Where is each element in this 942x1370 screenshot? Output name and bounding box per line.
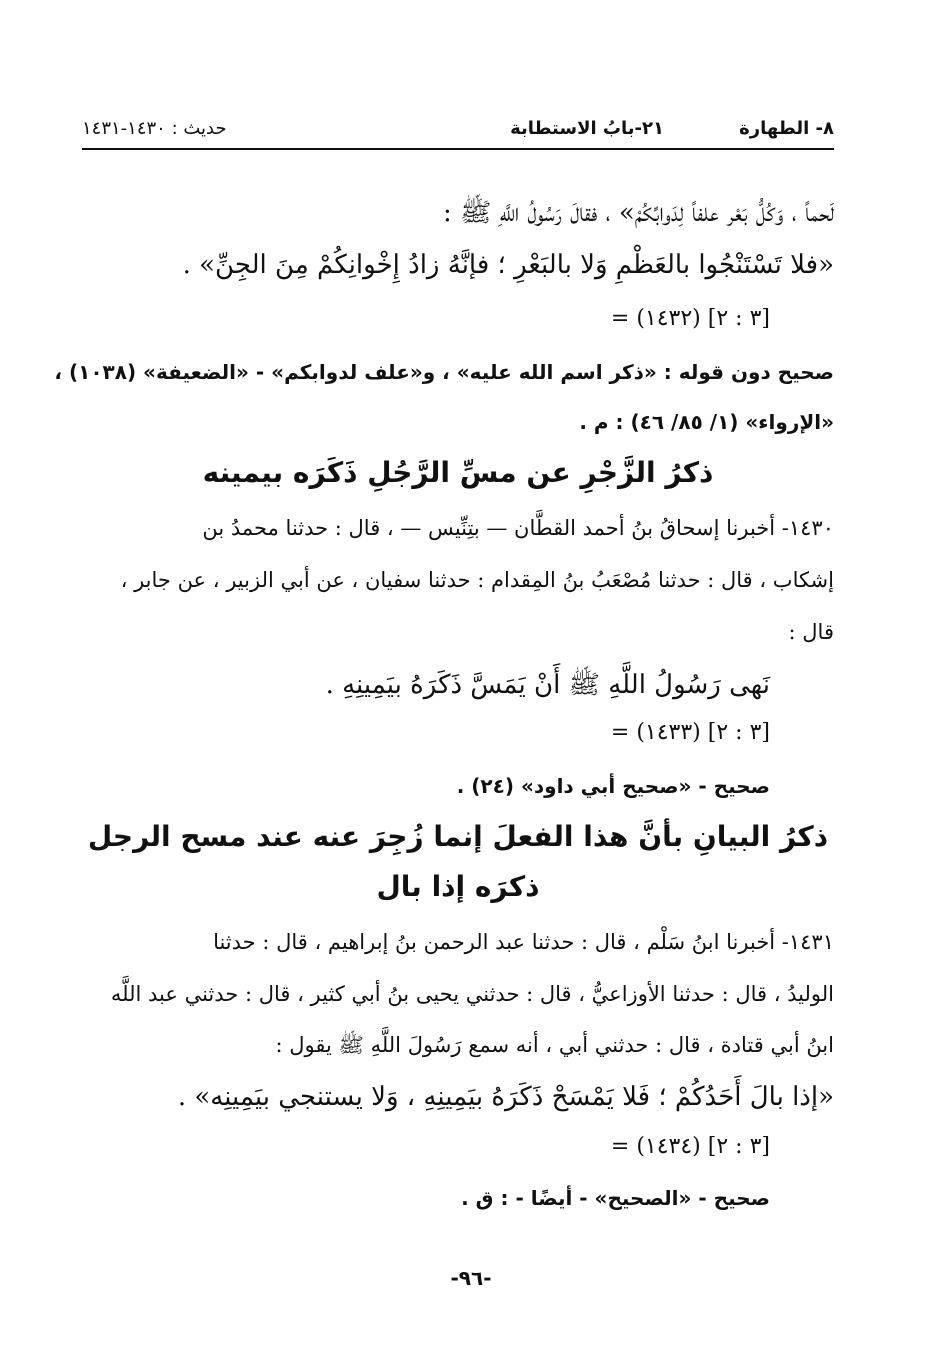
header-chapter: ٨- الطهارة [739, 118, 834, 139]
reference-line: = (١٤٣٤) [٣ : ٢] [610, 1134, 770, 1159]
header-hadith-range: حديث : ١٤٣٠-١٤٣١ [82, 118, 227, 139]
matn-line: «فلا تَسْتَنْجُوا بالعَظْمِ وَلا بالبَعْرِ ؛ فإنَّهُ زادُ إِخْوانِكُمْ مِنَ الجِنِّ» . [182, 250, 834, 280]
grading-note: صحيح - «صحيح أبي داود» (٢٤) . [456, 774, 770, 798]
isnad-line: قال : [788, 620, 834, 644]
isnad-line: ابنُ أبي قتادة ، قال : حدثني أبي ، أنه سمع رَسُولَ اللَّهِ ﷺ يقول : [275, 1033, 834, 1057]
running-header [82, 112, 834, 150]
isnad-line: ١٤٣١- أخبرنا ابنُ سَلْم ، قال : حدثنا عبد الرحمن بنُ إبراهيم ، قال : حدثنا [213, 930, 834, 954]
isnad-line: ١٤٣٠- أخبرنا إسحاقُ بنُ أحمد القطَّان — بتِنِّيس — ، قال : حدثنا محمدُ بن [202, 516, 834, 540]
reference-line: = (١٤٣٢) [٣ : ٢] [610, 306, 770, 331]
reference-line: = (١٤٣٣) [٣ : ٢] [610, 720, 770, 745]
section-title: ذكرُ البيانِ بأنَّ هذا الفعلَ إنما زُجِرَ عنه عند مسح الرجل [87, 820, 829, 853]
section-title: ذكرُ الزَّجْرِ عن مسِّ الرَّجُلِ ذَكَرَه بيمينه [202, 456, 714, 489]
isnad-line: إشكاب ، قال : حدثنا مُصْعَبُ بنُ المِقدام : حدثنا سفيان ، عن أبي الزبير ، عن جابر ، [120, 568, 834, 592]
grading-note: صحيح - «الصحيح» - أيضًا - : ق . [461, 1186, 770, 1210]
page-number: -٩٦- [450, 1266, 492, 1290]
matn-line: نَهى رَسُولُ اللَّهِ ﷺ أَنْ يَمَسَّ ذَكَرَهُ بيَمِينِهِ . [325, 670, 770, 700]
section-title: ذكرَه إذا بال [376, 870, 540, 903]
matn-line: لَحماً ، وَكُلُّ بَعْر علفاً لِدَوابِّكُمْ» ، فقالَ رَسُولُ اللَّهِ ﷺ : [442, 198, 834, 228]
grading-note: «الإرواء» (١/ ٨٥/ ٤٦) : م . [579, 410, 834, 434]
matn-line: «إذا بالَ أَحَدُكُمْ ؛ فَلا يَمْسَحْ ذَكَرَهُ بيَمِينِهِ ، وَلا يستنجي بيَمِينِه» . [177, 1082, 834, 1112]
header-bab: ٢١-بابُ الاستطابة [510, 118, 664, 139]
grading-note: صحيح دون قوله : «ذكر اسم الله عليه» ، و«علف لدوابكم» - «الضعيفة» (١٠٣٨) ، [54, 360, 834, 384]
isnad-line: الوليدُ ، قال : حدثنا الأوزاعيُّ ، قال : حدثني يحيى بنُ أبي كثير ، قال : حدثني عبد اللَّه [110, 982, 834, 1006]
